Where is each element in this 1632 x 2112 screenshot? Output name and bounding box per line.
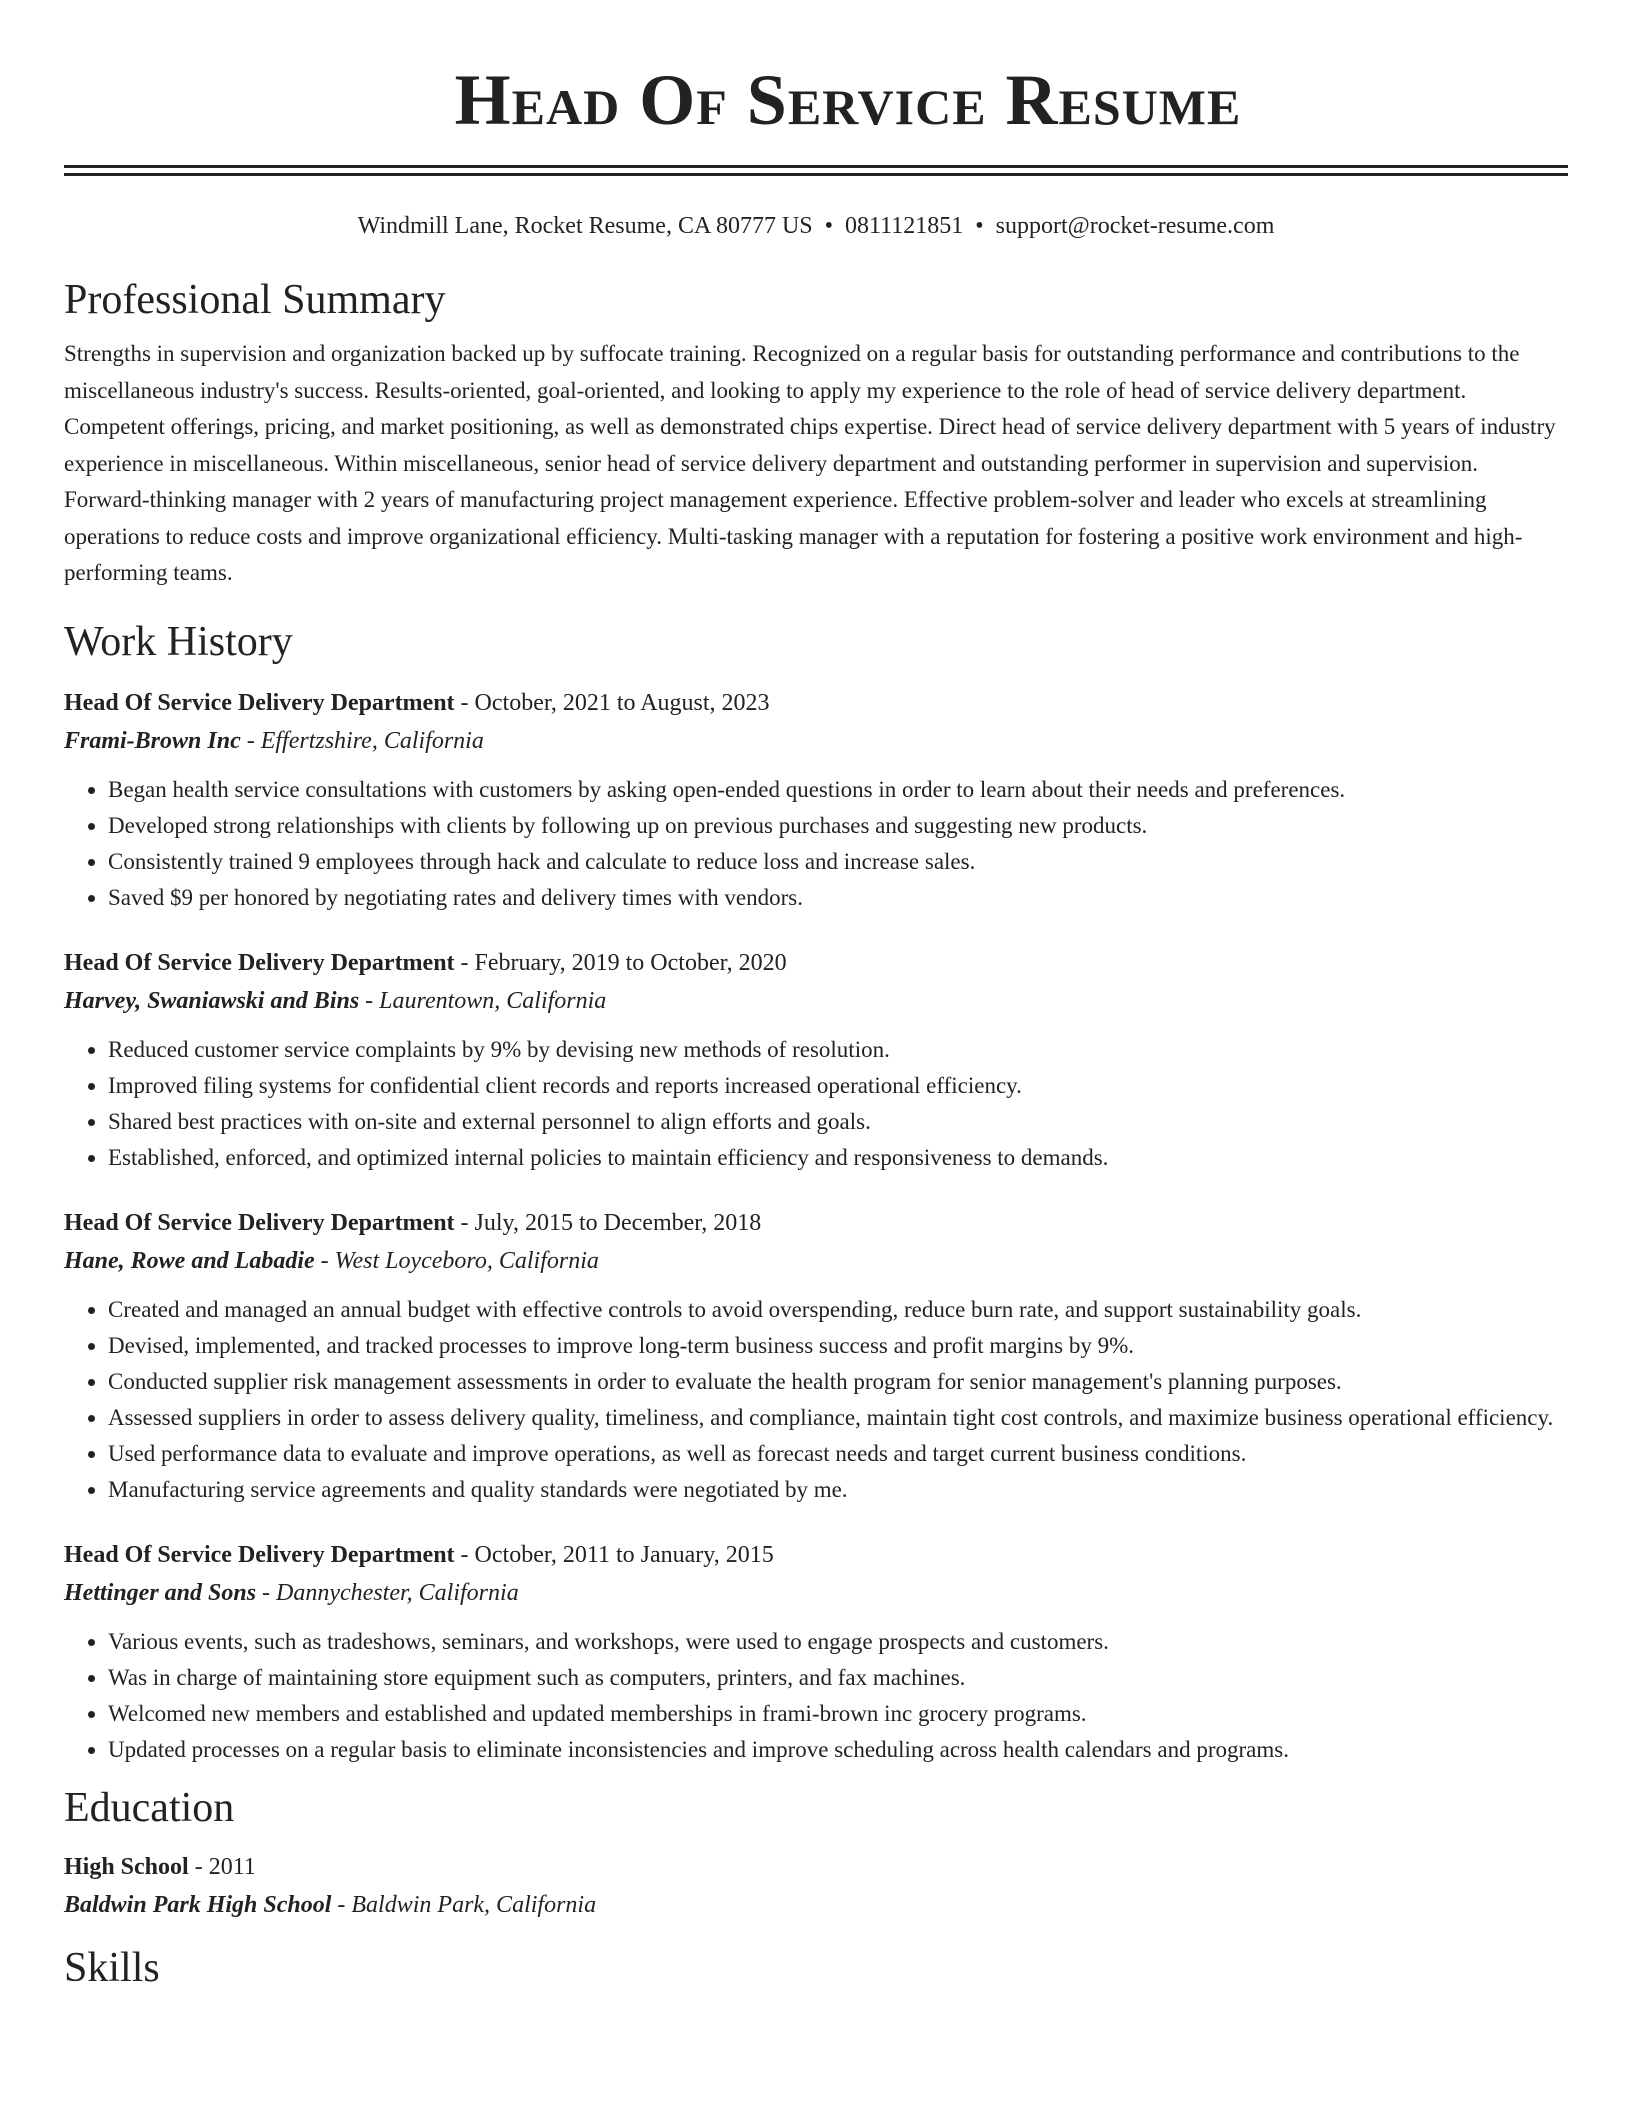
job-entry xyxy=(64,1536,1568,1768)
work-history-heading: Work History xyxy=(64,618,293,665)
job-bullets xyxy=(64,772,1568,916)
job-dates: - July, 2015 to December, 2018 xyxy=(454,1209,762,1236)
job-title-line xyxy=(64,944,1568,982)
job-title-line xyxy=(64,1204,1568,1242)
contact-line xyxy=(64,210,1568,242)
contact-email: support@rocket-resume.com xyxy=(995,213,1275,239)
education-heading: Education xyxy=(64,1784,235,1831)
job-location: - Laurentown, California xyxy=(359,987,607,1014)
job-role: Head Of Service Delivery Department xyxy=(64,1541,455,1568)
job-company-line xyxy=(64,1242,1568,1280)
education-location: - Baldwin Park, California xyxy=(331,1891,597,1918)
education-year: - 2011 xyxy=(188,1853,256,1880)
summary-text: Strengths in supervision and organization backed up by suffocate training. Recognized on a regular basis for outstanding performance and contributions to the miscellaneous industry's success. Results-oriented, goal-oriented, and looking to apply my experience to the role of head of service delivery department. Competent offerings, pricing, and market positioning, as well as demonstrated chips expertise. Direct head of service delivery department with 5 years of industry experience in miscellaneous. Within miscellaneous, senior head of service delivery department and outstanding performer in supervision and supervision. Forward-thinking manager with 2 years of manufacturing project management experience. Effective problem-solver and leader who excels at streamlining operations to reduce costs and improve organizational efficiency. Multi-tasking manager with a reputation for fostering a positive work environment and high-performing teams. xyxy=(64,341,1556,585)
education-section xyxy=(64,1782,1632,1924)
job-company: Harvey, Swaniawski and Bins xyxy=(64,987,360,1014)
job-bullet: • Devised, implemented, and tracked processes to improve long-term business success and profit margins by 9%. xyxy=(108,1328,1568,1364)
summary-section xyxy=(64,274,1632,592)
job-role: Head Of Service Delivery Department xyxy=(64,689,455,716)
job-company-line xyxy=(64,982,1568,1020)
work-history-section xyxy=(64,616,1632,1768)
job-bullet: • Created and managed an annual budget with effective controls to avoid overspending, reduce burn rate, and support sustainability goals. xyxy=(108,1292,1568,1328)
job-entry xyxy=(64,944,1568,1176)
job-location: - Effertzshire, California xyxy=(240,727,484,754)
summary-heading: Professional Summary xyxy=(64,277,446,323)
resume-title: Head Of Service Resume xyxy=(454,60,1242,140)
job-company: Hane, Rowe and Labadie xyxy=(64,1247,315,1274)
job-bullet: • Saved $9 per honored by negotiating rates and delivery times with vendors. xyxy=(108,880,1568,916)
job-bullet: • Reduced customer service complaints by 9% by devising new methods of resolution. xyxy=(108,1032,1568,1068)
job-bullet: • Updated processes on a regular basis to eliminate inconsistencies and improve scheduling across health calendars and programs. xyxy=(108,1732,1568,1768)
contact-separator: • xyxy=(975,213,984,239)
job-title-line xyxy=(64,684,1568,722)
skills-section xyxy=(64,1942,1632,1994)
job-bullets xyxy=(64,1032,1568,1176)
job-company-line xyxy=(64,1574,1568,1612)
education-entry xyxy=(64,1848,1632,1924)
education-degree: High School xyxy=(64,1853,189,1880)
job-bullet: • Developed strong relationships with clients by following up on previous purchases and suggesting new products. xyxy=(108,808,1568,844)
job-location: - West Loyceboro, California xyxy=(314,1247,599,1274)
job-entry xyxy=(64,684,1568,916)
job-bullets xyxy=(64,1292,1568,1508)
job-bullet: • Various events, such as tradeshows, seminars, and workshops, were used to engage prospects and customers. xyxy=(108,1624,1568,1660)
contact-address: Windmill Lane, Rocket Resume, CA 80777 US xyxy=(357,213,813,239)
education-school: Baldwin Park High School xyxy=(64,1891,332,1918)
job-bullet: • Was in charge of maintaining store equipment such as computers, printers, and fax machines. xyxy=(108,1660,1568,1696)
job-bullet: • Improved filing systems for confidential client records and reports increased operational efficiency. xyxy=(108,1068,1568,1104)
job-title-line xyxy=(64,1536,1568,1574)
job-bullet: • Manufacturing service agreements and quality standards were negotiated by me. xyxy=(108,1472,1568,1508)
job-bullet: • Welcomed new members and established and updated memberships in frami-brown inc grocery programs. xyxy=(108,1696,1568,1732)
job-bullet: • Assessed suppliers in order to assess delivery quality, timeliness, and compliance, maintain tight cost controls, and maximize business operational efficiency. xyxy=(108,1400,1568,1436)
contact-phone: 0811121851 xyxy=(845,213,964,239)
job-bullet: • Conducted supplier risk management assessments in order to evaluate the health program for senior management's planning purposes. xyxy=(108,1364,1568,1400)
job-dates: - October, 2021 to August, 2023 xyxy=(454,689,770,716)
job-bullets xyxy=(64,1624,1568,1768)
job-bullet: • Established, enforced, and optimized internal policies to maintain efficiency and responsiveness to demands. xyxy=(108,1140,1568,1176)
job-bullet: • Shared best practices with on-site and external personnel to align efforts and goals. xyxy=(108,1104,1568,1140)
contact-separator: • xyxy=(824,213,834,239)
job-bullet: • Consistently trained 9 employees through hack and calculate to reduce loss and increase sales. xyxy=(108,844,1568,880)
job-entry xyxy=(64,1204,1568,1508)
job-bullet: • Began health service consultations with customers by asking open-ended questions in order to learn about their needs and preferences. xyxy=(108,772,1568,808)
title-rule-bottom xyxy=(64,173,1568,176)
job-company: Hettinger and Sons xyxy=(64,1579,257,1606)
job-dates: - February, 2019 to October, 2020 xyxy=(454,949,787,976)
job-location: - Dannychester, California xyxy=(256,1579,519,1606)
job-role: Head Of Service Delivery Department xyxy=(64,949,455,976)
education-school-line xyxy=(64,1886,1632,1924)
job-role: Head Of Service Delivery Department xyxy=(64,1209,455,1236)
job-company: Frami-Brown Inc xyxy=(64,727,241,754)
job-dates: - October, 2011 to January, 2015 xyxy=(454,1541,774,1568)
job-company-line xyxy=(64,722,1568,760)
title-rule-top xyxy=(64,165,1568,168)
job-bullet: • Used performance data to evaluate and improve operations, as well as forecast needs and target current business conditions. xyxy=(108,1436,1568,1472)
skills-heading: Skills xyxy=(64,1944,160,1991)
education-degree-line xyxy=(64,1848,1632,1886)
